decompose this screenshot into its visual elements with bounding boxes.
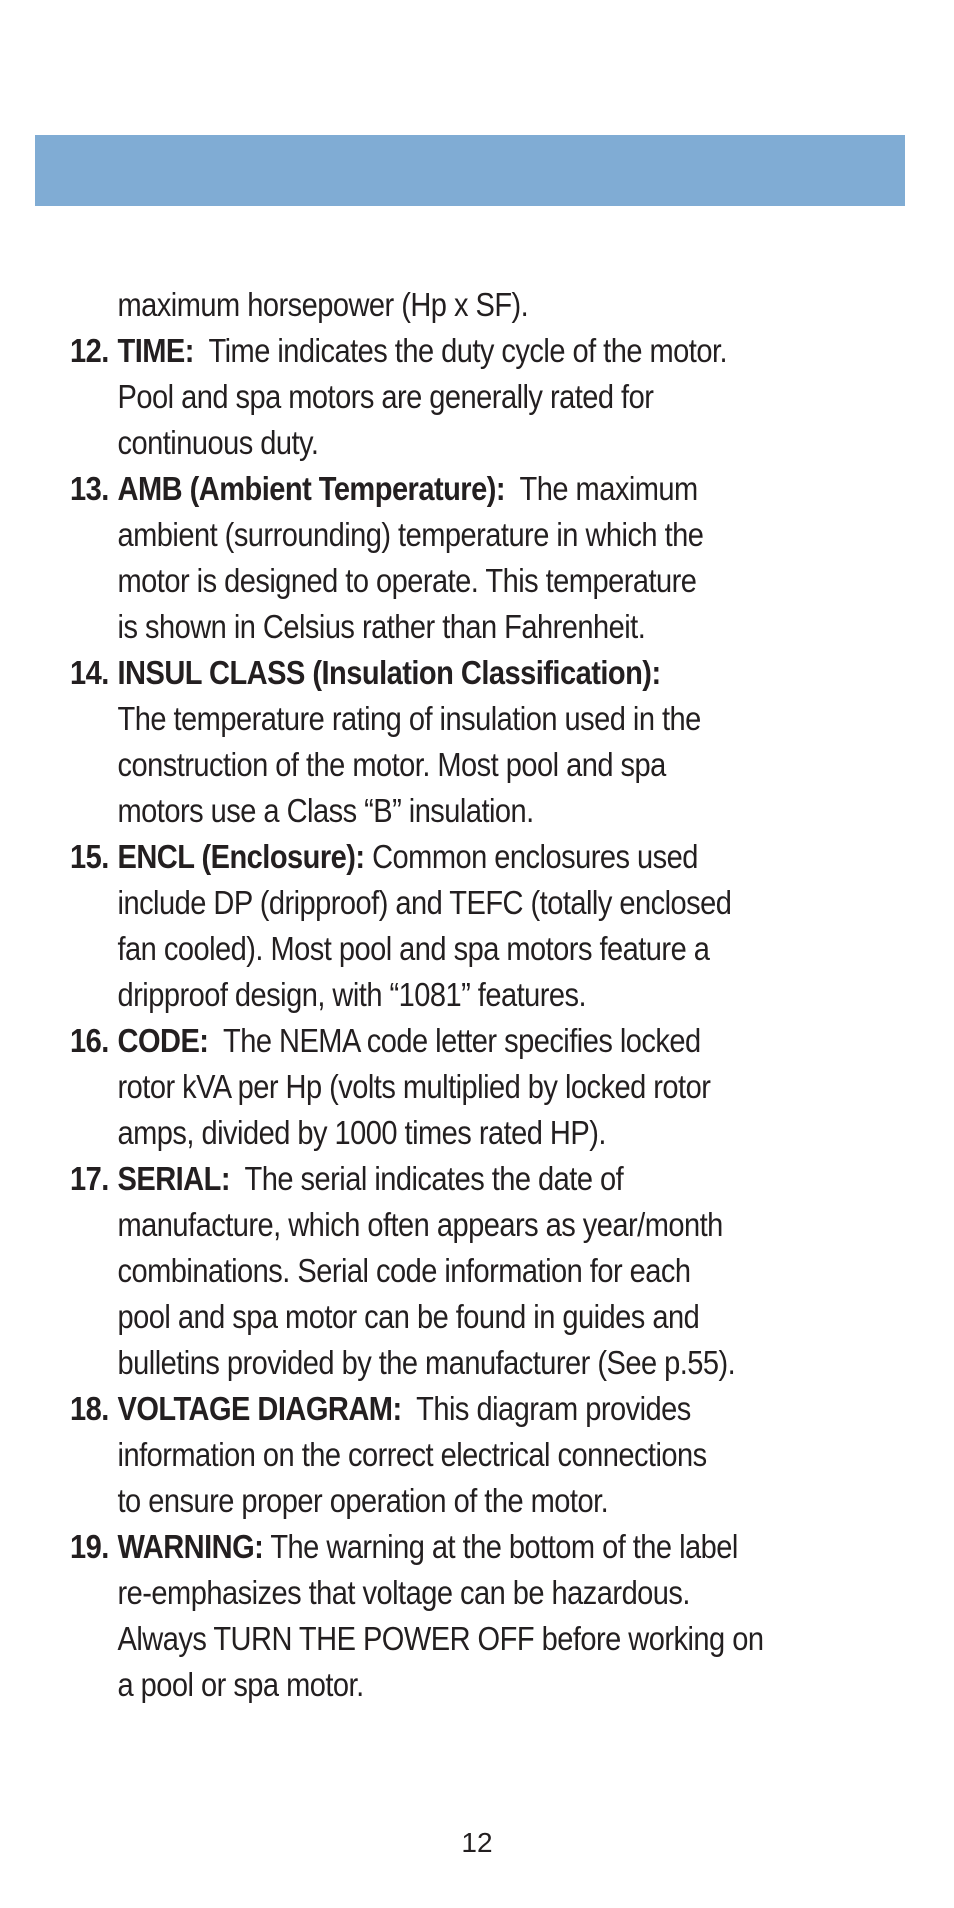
item-number: 19. bbox=[70, 1528, 109, 1565]
item-line: bulletins provided by the manufacturer (See p.55). bbox=[117, 1344, 736, 1381]
item-line: Time indicates the duty cycle of the motor. bbox=[208, 332, 728, 369]
item-line: re-emphasizes that voltage can be hazardous. bbox=[117, 1574, 690, 1611]
list-item-13 bbox=[70, 466, 900, 650]
item-line: continuous duty. bbox=[117, 424, 319, 461]
item-line: construction of the motor. Most pool and spa bbox=[117, 746, 666, 783]
item-line: to ensure proper operation of the motor. bbox=[117, 1482, 609, 1519]
item-line: The serial indicates the date of bbox=[244, 1160, 624, 1197]
list-item-16 bbox=[70, 1018, 900, 1156]
header-band bbox=[35, 135, 905, 206]
item-number: 16. bbox=[70, 1022, 109, 1059]
item-number: 17. bbox=[70, 1160, 109, 1197]
page-content bbox=[70, 282, 900, 1708]
list-item-14 bbox=[70, 650, 900, 834]
item-line: combinations. Serial code information for each bbox=[117, 1252, 691, 1289]
item-term: AMB (Ambient Temperature): bbox=[117, 470, 505, 507]
item-line: dripproof design, with “1081” features. bbox=[117, 976, 587, 1013]
text-body bbox=[70, 282, 900, 1708]
item-term: INSUL CLASS (Insulation Classification): bbox=[117, 654, 661, 691]
continuation-line: maximum horsepower (Hp x SF). bbox=[117, 286, 529, 323]
item-line: The warning at the bottom of the label bbox=[270, 1528, 738, 1565]
item-line: The NEMA code letter specifies locked bbox=[223, 1022, 701, 1059]
item-term: WARNING: bbox=[117, 1528, 264, 1565]
item-term: ENCL (Enclosure): bbox=[117, 838, 365, 875]
item-term: CODE: bbox=[117, 1022, 209, 1059]
item-line: The maximum bbox=[519, 470, 698, 507]
item-number: 18. bbox=[70, 1390, 109, 1427]
item-term: SERIAL: bbox=[117, 1160, 230, 1197]
item-number: 12. bbox=[70, 332, 109, 369]
item-line: fan cooled). Most pool and spa motors feature a bbox=[117, 930, 710, 967]
item-line: include DP (dripproof) and TEFC (totally enclosed bbox=[117, 884, 732, 921]
item-line: ambient (surrounding) temperature in which the bbox=[117, 516, 704, 553]
item-number: 14. bbox=[70, 654, 109, 691]
item-line: is shown in Celsius rather than Fahrenheit. bbox=[117, 608, 646, 645]
item-line: amps, divided by 1000 times rated HP). bbox=[117, 1114, 606, 1151]
item-line: Always TURN THE POWER OFF before working on bbox=[117, 1620, 764, 1657]
item-number: 15. bbox=[70, 838, 109, 875]
item-line: a pool or spa motor. bbox=[117, 1666, 364, 1703]
item-line: motor is designed to operate. This temperature bbox=[117, 562, 697, 599]
list-item-17 bbox=[70, 1156, 900, 1386]
list-item-15 bbox=[70, 834, 900, 1018]
item-number: 13. bbox=[70, 470, 109, 507]
item-term: TIME: bbox=[117, 332, 194, 369]
item-term: VOLTAGE DIAGRAM: bbox=[117, 1390, 402, 1427]
list-item-19 bbox=[70, 1524, 900, 1708]
item-line: information on the correct electrical connections bbox=[117, 1436, 707, 1473]
item-line: pool and spa motor can be found in guides and bbox=[117, 1298, 700, 1335]
item-line: Common enclosures used bbox=[372, 838, 698, 875]
item-line: This diagram provides bbox=[416, 1390, 691, 1427]
item-line: rotor kVA per Hp (volts multiplied by locked rotor bbox=[117, 1068, 711, 1105]
page-number: 12 bbox=[461, 1827, 493, 1858]
list-item-18 bbox=[70, 1386, 900, 1524]
item-line: Pool and spa motors are generally rated for bbox=[117, 378, 654, 415]
item-line: motors use a Class “B” insulation. bbox=[117, 792, 534, 829]
list-item-12 bbox=[70, 328, 900, 466]
item-line: manufacture, which often appears as year/month bbox=[117, 1206, 723, 1243]
item-line: The temperature rating of insulation used in the bbox=[117, 700, 701, 737]
